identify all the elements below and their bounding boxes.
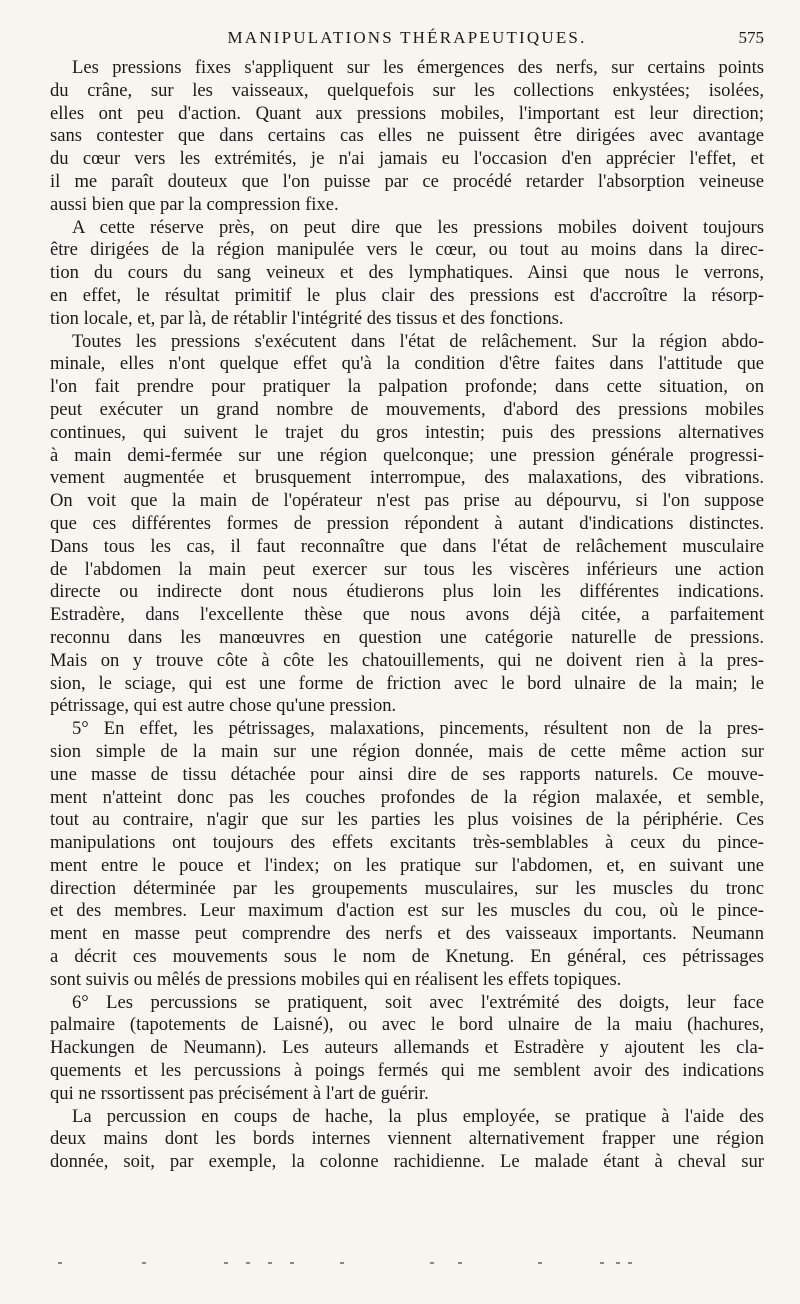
text-line: Estradère, dans l'excellente thèse que nous avons déjà citée, a parfaitement — [50, 604, 764, 626]
text-line: A cette réserve près, on peut dire que les pressions mobiles doivent toujours — [72, 216, 764, 238]
text-line: Toutes les pressions s'exécutent dans l'état de relâchement. Sur la région abdo- — [72, 330, 764, 352]
text-line: pétrissage, qui est autre chose qu'une pression. — [50, 695, 397, 717]
text-line: sion simple de la main sur une région donnée, mais de cette même action sur — [50, 740, 764, 762]
text-line: de l'abdomen la main peut exercer sur tous les viscères inférieurs une action — [50, 558, 764, 580]
text-line: manipulations ont toujours des effets excitants très-semblables à ceux du pince- — [50, 832, 764, 854]
text-line: quements et les percussions à poings fermés qui me semblent avoir des indications — [50, 1060, 764, 1082]
text-line: Dans tous les cas, il faut reconnaître que dans l'état de relâchement musculaire — [50, 535, 764, 557]
text-line: a décrit ces mouvements sous le nom de Knetung. En général, ces pétrissages — [50, 946, 764, 968]
text-line: que ces différentes formes de pression répondent à autant d'indications distinctes. — [50, 512, 764, 534]
text-line: du cœur vers les extrémités, je n'ai jamais eu l'occasion d'en apprécier l'effet, et — [50, 148, 764, 170]
page-header — [50, 28, 764, 52]
text-line: Mais on y trouve côte à côte les chatouillements, qui ne doivent rien à la pres- — [50, 649, 764, 671]
text-line: tout au contraire, n'agir que sur les parties les plus voisines de la périphérie. Ces — [50, 809, 764, 831]
text-line: peut exécuter un grand nombre de mouvements, d'abord des pressions mobiles — [50, 398, 764, 420]
text-line: du crâne, sur les vaisseaux, quelquefois sur les collections enkystées; isolées, — [50, 79, 764, 101]
text-line: en effet, le résultat primitif le plus clair des pressions est d'accroître la résorp- — [50, 284, 764, 306]
text-line: l'on fait prendre pour pratiquer la palpation profonde; dans cette situation, on — [50, 376, 764, 398]
text-line: On voit que la main de l'opérateur n'est pas prise au dépourvu, si l'on suppose — [50, 490, 764, 512]
text-line: sont suivis ou mêlés de pressions mobiles qui en réalisent les effets topiques. — [50, 968, 622, 990]
text-line: La percussion en coups de hache, la plus employée, se pratique à l'aide des — [72, 1105, 764, 1127]
running-title: MANIPULATIONS THÉRAPEUTIQUES. — [227, 28, 587, 47]
text-line: ment n'atteint donc pas les couches profondes de la région malaxée, et semble, — [50, 786, 764, 808]
text-line: deux mains dont les bords internes viennent alternativement frapper une région — [50, 1128, 764, 1150]
text-line: directe ou indirecte dont nous étudierons plus loin les différentes indications. — [50, 581, 764, 603]
text-line: une masse de tissu détachée pour ainsi dire de ses rapports naturels. Ce mouve- — [50, 763, 764, 785]
text-line: qui ne rssortissent pas précisément à l'art de guérir. — [50, 1082, 429, 1104]
text-line: il me paraît douteux que l'on puisse par ce procédé retarder l'absorption veineuse — [50, 170, 764, 192]
text-line: donnée, soit, par exemple, la colonne rachidienne. Le malade étant à cheval sur — [50, 1151, 764, 1173]
text-line: Les pressions fixes s'appliquent sur les émergences des nerfs, sur certains points — [72, 57, 764, 78]
text-line: être dirigées de la région manipulée vers le cœur, ou tout au moins dans la direc- — [50, 239, 764, 261]
text-line: vement augmentée et brusquement interrompue, des malaxations, des vibrations. — [50, 467, 764, 489]
text-line: direction déterminée par les groupements musculaires, sur les muscles du tronc — [50, 877, 764, 899]
text-line: tion locale, et, par là, de rétablir l'intégrité des tissus et des fonctions. — [50, 307, 564, 329]
text-line: aussi bien que par la compression fixe. — [50, 193, 339, 215]
text-line: reconnu dans les manœuvres en question une catégorie naturelle de pressions. — [50, 626, 764, 648]
text-line: elles ont peu d'action. Quant aux pressions mobiles, l'important est leur direction; — [50, 102, 764, 124]
body-text — [50, 57, 764, 1174]
text-line: tion du cours du sang veineux et des lymphatiques. Ainsi que nous le verrons, — [50, 262, 764, 284]
text-line: Hackungen de Neumann). Les auteurs allemands et Estradère y ajoutent les cla- — [50, 1037, 764, 1059]
text-line: et des membres. Leur maximum d'action est sur les muscles du cou, où le pince- — [50, 900, 764, 922]
text-line: palmaire (tapotements de Laisné), ou avec le bord ulnaire de la maiu (hachures, — [50, 1014, 764, 1036]
text-line: à main demi-fermée sur une région quelconque; une pression générale progressi- — [50, 444, 764, 466]
text-line: 6° Les percussions se pratiquent, soit avec l'extrémité des doigts, leur face — [72, 991, 764, 1013]
text-line: minale, elles n'ont quelque effet qu'à la condition d'être faites dans l'attitude que — [50, 353, 764, 375]
text-line: ment en masse peut comprendre des nerfs et des vaisseaux importants. Neumann — [50, 923, 764, 945]
text-line: 5° En effet, les pétrissages, malaxations, pincements, résultent non de la pres- — [72, 718, 764, 740]
scan-specks — [0, 1262, 800, 1276]
page-number: 575 — [738, 28, 764, 47]
text-line: sion, le sciage, qui est une forme de friction avec le bord ulnaire de la main; le — [50, 672, 764, 694]
text-line: ment entre le pouce et l'index; on les pratique sur l'abdomen, et, en suivant une — [50, 854, 764, 876]
text-line: sans contester que dans certains cas elles ne puissent être dirigées avec avantage — [50, 125, 764, 147]
text-line: continues, qui suivent le trajet du gros intestin; puis des pressions alternatives — [50, 421, 764, 443]
